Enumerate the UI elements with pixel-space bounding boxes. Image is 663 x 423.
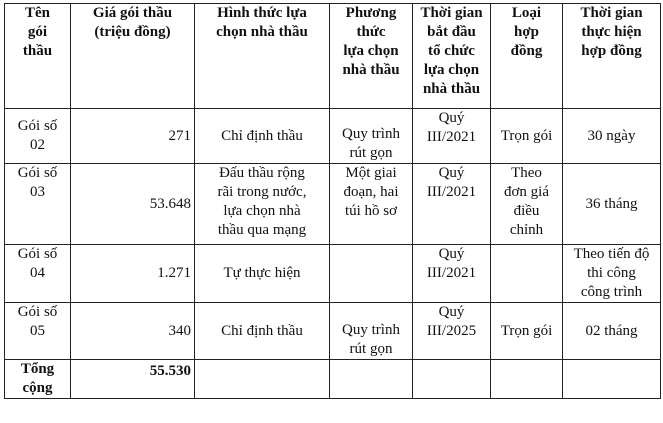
- cell-text-line: Gói số: [17, 304, 58, 320]
- cell-text-line: thực hiện: [581, 24, 642, 40]
- empty-cell: [330, 360, 413, 399]
- cell-text-line: đơn giá: [503, 184, 549, 200]
- cell-text-line: III/2021: [426, 184, 477, 200]
- cell-text-line: Chỉ định thầu: [221, 127, 303, 144]
- contract-type-cell: [491, 109, 563, 164]
- cell-text-line: 04: [30, 265, 45, 281]
- start-time-cell: [413, 164, 491, 245]
- header-start-time: [413, 4, 491, 109]
- cell-text-line: Chỉ định thầu: [221, 322, 303, 339]
- cell-text-line: Gói số: [17, 246, 58, 262]
- cell-text-line: Đấu thầu rộng: [219, 165, 305, 181]
- price-cell: 1.271: [71, 245, 195, 303]
- cell-text-line: Quy trình: [342, 322, 400, 338]
- cell-text-line: Giá gói thầu: [92, 5, 173, 21]
- cell-text-line: Quý: [438, 246, 465, 262]
- cell-text-line: Thời gian: [420, 5, 483, 21]
- contract-type-cell: [491, 303, 563, 360]
- package-name-cell: [5, 245, 71, 303]
- package-name-cell: [5, 303, 71, 360]
- cell-text-line: Tên: [24, 5, 50, 21]
- cell-text-line: bắt đầu: [427, 24, 476, 40]
- cell-text-line: Hình thức lựa: [217, 5, 307, 21]
- cell-text-line: Trọn gói: [500, 127, 553, 144]
- table-header: [5, 4, 661, 109]
- cell-text-line: III/2025: [426, 323, 477, 339]
- cell-text-line: túi hồ sơ: [344, 203, 398, 219]
- cell-text-line: Thời gian: [580, 5, 643, 21]
- cell-text-line: thầu: [22, 43, 53, 59]
- cell-text-line: Quý: [438, 304, 465, 320]
- header-contract-duration: [563, 4, 661, 109]
- cell-text-line: nhà thầu: [422, 81, 481, 97]
- cell-text-line: Trọn gói: [500, 322, 553, 339]
- selection-method-cell: [330, 303, 413, 360]
- table-row: [5, 245, 661, 303]
- cell-text-line: Gói số: [17, 118, 58, 134]
- cell-text-line: Tổng: [20, 361, 55, 377]
- cell-text-line: chỉnh: [509, 222, 544, 238]
- cell-text-line: Theo: [511, 165, 542, 181]
- price-cell: 340: [71, 303, 195, 360]
- selection-method-cell: [330, 109, 413, 164]
- table-row: [5, 109, 661, 164]
- cell-text-line: thầu qua mạng: [217, 222, 307, 238]
- cell-text-line: thi công: [587, 265, 636, 281]
- cell-text-line: 36 tháng: [585, 195, 638, 212]
- cell-text-line: Theo tiến độ: [573, 246, 650, 262]
- cell-text-line: Gói số: [17, 165, 58, 181]
- table-row: [5, 164, 661, 245]
- contract-type-cell: [491, 164, 563, 245]
- cell-text-line: (triệu đồng): [94, 24, 171, 40]
- cell-text-line: thức: [356, 24, 386, 40]
- price-cell: 53.648: [71, 164, 195, 245]
- cell-text-line: rút gọn: [349, 145, 393, 161]
- cell-text-line: 30 ngày: [587, 127, 636, 144]
- contract-duration-cell: [563, 164, 661, 245]
- selection-method-cell: [330, 245, 413, 303]
- cell-text-line: cộng: [22, 380, 53, 396]
- selection-method-cell: [330, 164, 413, 245]
- cell-text-line: tổ chức: [428, 43, 475, 59]
- cell-text-line: Một giai: [345, 165, 397, 181]
- cell-text-line: Tự thực hiện: [223, 265, 301, 281]
- cell-text-line: đoạn, hai: [343, 184, 399, 200]
- package-name-cell: [5, 109, 71, 164]
- cell-text-line: rãi trong nước,: [217, 184, 307, 200]
- empty-cell: [563, 360, 661, 399]
- cell-text-line: Quý: [438, 110, 465, 126]
- price-cell: 271: [71, 109, 195, 164]
- header-contract-type: [491, 4, 563, 109]
- start-time-cell: [413, 303, 491, 360]
- cell-text-line: 05: [30, 323, 45, 339]
- total-price-cell: 55.530: [71, 360, 195, 399]
- bid-package-table: [4, 3, 661, 399]
- header-price: [71, 4, 195, 109]
- cell-text-line: Phương: [345, 5, 397, 21]
- cell-text-line: lựa chọn: [423, 62, 480, 78]
- cell-text-line: Loại: [511, 5, 542, 21]
- start-time-cell: [413, 109, 491, 164]
- header-row: [5, 4, 661, 109]
- contract-duration-cell: [563, 245, 661, 303]
- cell-text-line: Quý: [438, 165, 465, 181]
- cell-text-line: hợp: [514, 24, 539, 40]
- contract-duration-cell: [563, 109, 661, 164]
- package-name-cell: [5, 164, 71, 245]
- cell-text-line: 02 tháng: [585, 322, 638, 339]
- empty-cell: [491, 360, 563, 399]
- table-row: [5, 303, 661, 360]
- cell-text-line: nhà thầu: [342, 62, 400, 78]
- total-row: [5, 360, 661, 399]
- selection-form-cell: [195, 245, 330, 303]
- cell-text-line: 03: [30, 184, 45, 200]
- selection-form-cell: [195, 109, 330, 164]
- start-time-cell: [413, 245, 491, 303]
- header-selection-method: [330, 4, 413, 109]
- header-package-name: [5, 4, 71, 109]
- selection-form-cell: [195, 164, 330, 245]
- contract-type-cell: [491, 245, 563, 303]
- cell-text-line: hợp đồng: [581, 43, 642, 59]
- header-selection-form: [195, 4, 330, 109]
- empty-cell: [413, 360, 491, 399]
- empty-cell: [195, 360, 330, 399]
- cell-text-line: gói: [27, 24, 48, 40]
- cell-text-line: lựa chọn: [343, 43, 399, 59]
- cell-text-line: 02: [30, 137, 45, 153]
- cell-text-line: công trình: [580, 284, 643, 300]
- cell-text-line: chọn nhà thầu: [216, 24, 308, 40]
- cell-text-line: đồng: [510, 43, 543, 59]
- selection-form-cell: [195, 303, 330, 360]
- cell-text-line: lựa chọn nhà: [223, 203, 301, 219]
- contract-duration-cell: [563, 303, 661, 360]
- cell-text-line: III/2021: [426, 265, 477, 281]
- table-body: [5, 109, 661, 399]
- cell-text-line: điều: [513, 203, 540, 219]
- cell-text-line: rút gọn: [349, 341, 393, 357]
- cell-text-line: III/2021: [426, 129, 477, 145]
- cell-text-line: Quy trình: [342, 126, 400, 142]
- total-label-cell: [5, 360, 71, 399]
